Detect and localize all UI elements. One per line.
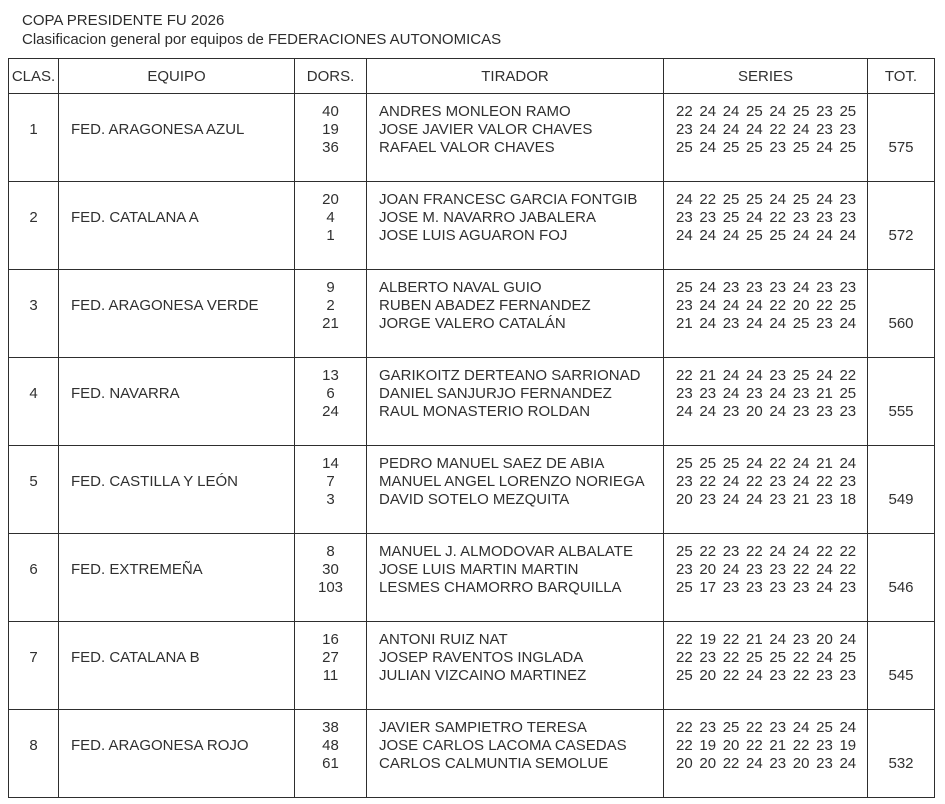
dorsal-list xyxy=(295,358,366,421)
rank-value: 3 xyxy=(29,297,38,314)
dorsal-number: 8 xyxy=(326,543,335,560)
cell-tot xyxy=(868,622,935,710)
shooter-list xyxy=(367,358,663,421)
cell-tirador xyxy=(367,270,664,358)
team-row xyxy=(9,446,935,534)
cell-dors xyxy=(295,182,367,270)
series-values: 22 19 20 22 21 22 23 19 xyxy=(676,737,857,754)
cell-tirador xyxy=(367,534,664,622)
shooter-name: RUBEN ABADEZ FERNANDEZ xyxy=(379,297,591,314)
team-row xyxy=(9,358,935,446)
shooter-name: MANUEL J. ALMODOVAR ALBALATE xyxy=(379,543,633,560)
cell-clas xyxy=(9,446,59,534)
dorsal-list xyxy=(295,182,366,245)
dorsal-number: 61 xyxy=(322,755,339,772)
shooter-name: JOSE LUIS AGUARON FOJ xyxy=(379,227,568,244)
dorsal-list xyxy=(295,446,366,509)
cell-tot xyxy=(868,446,935,534)
team-row xyxy=(9,710,935,798)
page-subtitle: Clasificacion general por equipos de FEDERACIONES AUTONOMICAS xyxy=(22,31,502,48)
shooter-name: ANDRES MONLEON RAMO xyxy=(379,103,571,120)
cell-equipo xyxy=(59,94,295,182)
shooter-list xyxy=(367,622,663,685)
series-list xyxy=(664,182,867,245)
dorsal-number: 7 xyxy=(326,473,335,490)
cell-dors xyxy=(295,622,367,710)
dorsal-list xyxy=(295,622,366,685)
results-table-body xyxy=(9,94,935,798)
team-total: 549 xyxy=(888,491,914,508)
rank-value: 2 xyxy=(29,209,38,226)
shooter-name: JOAN FRANCESC GARCIA FONTGIB xyxy=(379,191,638,208)
dorsal-number: 48 xyxy=(322,737,339,754)
col-header-series: SERIES xyxy=(664,59,868,94)
dorsal-list xyxy=(295,534,366,597)
cell-series xyxy=(664,182,868,270)
dorsal-number: 21 xyxy=(322,315,339,332)
dorsal-number: 20 xyxy=(322,191,339,208)
rank-value: 4 xyxy=(29,385,38,402)
cell-equipo xyxy=(59,622,295,710)
series-values: 25 22 23 22 24 24 22 22 xyxy=(676,543,857,560)
series-values: 22 23 22 25 25 22 24 25 xyxy=(676,649,857,666)
team-total: 560 xyxy=(888,315,914,332)
shooter-name: ALBERTO NAVAL GUIO xyxy=(379,279,542,296)
col-header-clas: CLAS. xyxy=(9,59,59,94)
cell-tot xyxy=(868,94,935,182)
shooter-list xyxy=(367,270,663,333)
series-list xyxy=(664,270,867,333)
team-name: FED. NAVARRA xyxy=(71,385,180,402)
dorsal-number: 2 xyxy=(326,297,335,314)
rank-value: 8 xyxy=(29,737,38,754)
cell-dors xyxy=(295,270,367,358)
series-values: 22 24 24 25 24 25 23 25 xyxy=(676,103,857,120)
shooter-name: RAFAEL VALOR CHAVES xyxy=(379,139,555,156)
shooter-name: JOSE LUIS MARTIN MARTIN xyxy=(379,561,579,578)
cell-clas xyxy=(9,182,59,270)
cell-tot xyxy=(868,270,935,358)
series-values: 22 23 25 22 23 24 25 24 xyxy=(676,719,857,736)
cell-tot xyxy=(868,710,935,798)
series-values: 24 24 23 20 24 23 23 23 xyxy=(676,403,857,420)
results-table xyxy=(8,58,935,798)
shooter-list xyxy=(367,182,663,245)
cell-dors xyxy=(295,446,367,534)
shooter-list xyxy=(367,534,663,597)
series-values: 23 24 24 24 22 20 22 25 xyxy=(676,297,857,314)
series-values: 23 23 24 23 24 23 21 25 xyxy=(676,385,857,402)
series-list xyxy=(664,446,867,509)
shooter-name: MANUEL ANGEL LORENZO NORIEGA xyxy=(379,473,645,490)
shooter-name: LESMES CHAMORRO BARQUILLA xyxy=(379,579,622,596)
series-values: 22 19 22 21 24 23 20 24 xyxy=(676,631,857,648)
shooter-name: JOSE M. NAVARRO JABALERA xyxy=(379,209,596,226)
team-row xyxy=(9,534,935,622)
team-row xyxy=(9,182,935,270)
team-total: 546 xyxy=(888,579,914,596)
dorsal-number: 16 xyxy=(322,631,339,648)
dorsal-number: 40 xyxy=(322,103,339,120)
shooter-name: GARIKOITZ DERTEANO SARRIONAD xyxy=(379,367,641,384)
series-values: 22 21 24 24 23 25 24 22 xyxy=(676,367,857,384)
team-total: 555 xyxy=(888,403,914,420)
series-values: 25 20 22 24 23 22 23 23 xyxy=(676,667,857,684)
shooter-name: ANTONI RUIZ NAT xyxy=(379,631,508,648)
cell-tirador xyxy=(367,446,664,534)
cell-series xyxy=(664,358,868,446)
dorsal-number: 103 xyxy=(317,579,344,596)
dorsal-number: 38 xyxy=(322,719,339,736)
shooter-name: DAVID SOTELO MEZQUITA xyxy=(379,491,570,508)
dorsal-number: 9 xyxy=(326,279,335,296)
header-row xyxy=(9,59,935,94)
cell-clas xyxy=(9,622,59,710)
series-values: 25 24 23 23 23 24 23 23 xyxy=(676,279,857,296)
team-name: FED. EXTREMEÑA xyxy=(71,561,203,578)
team-total: 545 xyxy=(888,667,914,684)
dorsal-number: 6 xyxy=(326,385,335,402)
series-values: 25 24 25 25 23 25 24 25 xyxy=(676,139,857,156)
series-values: 21 24 23 24 24 25 23 24 xyxy=(676,315,857,332)
dorsal-number: 30 xyxy=(322,561,339,578)
shooter-name: JULIAN VIZCAINO MARTINEZ xyxy=(379,667,587,684)
dorsal-number: 1 xyxy=(326,227,335,244)
shooter-name: CARLOS CALMUNTIA SEMOLUE xyxy=(379,755,609,772)
shooter-name: JOSE CARLOS LACOMA CASEDAS xyxy=(379,737,627,754)
shooter-list xyxy=(367,446,663,509)
cell-series xyxy=(664,446,868,534)
cell-tot xyxy=(868,534,935,622)
cell-tirador xyxy=(367,622,664,710)
team-name: FED. ARAGONESA ROJO xyxy=(71,737,249,754)
col-header-tirador: TIRADOR xyxy=(367,59,664,94)
cell-equipo xyxy=(59,270,295,358)
series-values: 25 25 25 24 22 24 21 24 xyxy=(676,455,857,472)
series-list xyxy=(664,534,867,597)
dorsal-number: 36 xyxy=(322,139,339,156)
col-header-equipo: EQUIPO xyxy=(59,59,295,94)
rank-value: 6 xyxy=(29,561,38,578)
series-values: 23 22 24 22 23 24 22 23 xyxy=(676,473,857,490)
cell-clas xyxy=(9,94,59,182)
series-values: 23 24 24 24 22 24 23 23 xyxy=(676,121,857,138)
series-list xyxy=(664,622,867,685)
shooter-name: JOSEP RAVENTOS INGLADA xyxy=(379,649,584,666)
team-total: 532 xyxy=(888,755,914,772)
cell-series xyxy=(664,622,868,710)
series-values: 23 23 25 24 22 23 23 23 xyxy=(676,209,857,226)
shooter-name: JORGE VALERO CATALÁN xyxy=(379,315,566,332)
team-row xyxy=(9,270,935,358)
series-values: 24 24 24 25 25 24 24 24 xyxy=(676,227,857,244)
dorsal-number: 4 xyxy=(326,209,335,226)
cell-series xyxy=(664,534,868,622)
cell-tirador xyxy=(367,94,664,182)
team-total: 572 xyxy=(888,227,914,244)
cell-dors xyxy=(295,358,367,446)
rank-value: 1 xyxy=(29,121,38,138)
dorsal-number: 14 xyxy=(322,455,339,472)
cell-series xyxy=(664,94,868,182)
dorsal-list xyxy=(295,94,366,157)
shooter-name: JOSE JAVIER VALOR CHAVES xyxy=(379,121,593,138)
dorsal-list xyxy=(295,710,366,773)
team-total: 575 xyxy=(888,139,914,156)
cell-clas xyxy=(9,358,59,446)
cell-dors xyxy=(295,710,367,798)
series-values: 25 17 23 23 23 23 24 23 xyxy=(676,579,857,596)
dorsal-number: 27 xyxy=(322,649,339,666)
cell-tirador xyxy=(367,182,664,270)
shooter-name: RAUL MONASTERIO ROLDAN xyxy=(379,403,591,420)
col-header-tot: TOT. xyxy=(868,59,935,94)
cell-clas xyxy=(9,534,59,622)
cell-tirador xyxy=(367,358,664,446)
shooter-name: PEDRO MANUEL SAEZ DE ABIA xyxy=(379,455,605,472)
shooter-list xyxy=(367,94,663,157)
team-row xyxy=(9,622,935,710)
cell-dors xyxy=(295,534,367,622)
series-values: 24 22 25 25 24 25 24 23 xyxy=(676,191,857,208)
cell-clas xyxy=(9,710,59,798)
cell-equipo xyxy=(59,534,295,622)
team-name: FED. CATALANA B xyxy=(71,649,200,666)
cell-dors xyxy=(295,94,367,182)
cell-equipo xyxy=(59,182,295,270)
series-values: 23 20 24 23 23 22 24 22 xyxy=(676,561,857,578)
team-row xyxy=(9,94,935,182)
cell-equipo xyxy=(59,710,295,798)
dorsal-number: 11 xyxy=(322,667,339,684)
series-values: 20 20 22 24 23 20 23 24 xyxy=(676,755,857,772)
cell-series xyxy=(664,710,868,798)
shooter-name: JAVIER SAMPIETRO TERESA xyxy=(379,719,587,736)
team-name: FED. ARAGONESA AZUL xyxy=(71,121,245,138)
cell-series xyxy=(664,270,868,358)
shooter-list xyxy=(367,710,663,773)
dorsal-number: 19 xyxy=(322,121,339,138)
cell-tirador xyxy=(367,710,664,798)
shooter-name: DANIEL SANJURJO FERNANDEZ xyxy=(379,385,612,402)
series-list xyxy=(664,710,867,773)
team-name: FED. CATALANA A xyxy=(71,209,199,226)
series-list xyxy=(664,94,867,157)
series-values: 20 23 24 24 23 21 23 18 xyxy=(676,491,857,508)
col-header-dors: DORS. xyxy=(295,59,367,94)
rank-value: 5 xyxy=(29,473,38,490)
cell-tot xyxy=(868,358,935,446)
cell-clas xyxy=(9,270,59,358)
team-name: FED. CASTILLA Y LEÓN xyxy=(71,473,239,490)
dorsal-number: 13 xyxy=(322,367,339,384)
page-title: COPA PRESIDENTE FU 2026 xyxy=(22,12,225,29)
cell-tot xyxy=(868,182,935,270)
page-header xyxy=(22,11,945,49)
dorsal-number: 3 xyxy=(326,491,335,508)
dorsal-list xyxy=(295,270,366,333)
rank-value: 7 xyxy=(29,649,38,666)
dorsal-number: 24 xyxy=(322,403,339,420)
team-name: FED. ARAGONESA VERDE xyxy=(71,297,259,314)
cell-equipo xyxy=(59,358,295,446)
series-list xyxy=(664,358,867,421)
cell-equipo xyxy=(59,446,295,534)
